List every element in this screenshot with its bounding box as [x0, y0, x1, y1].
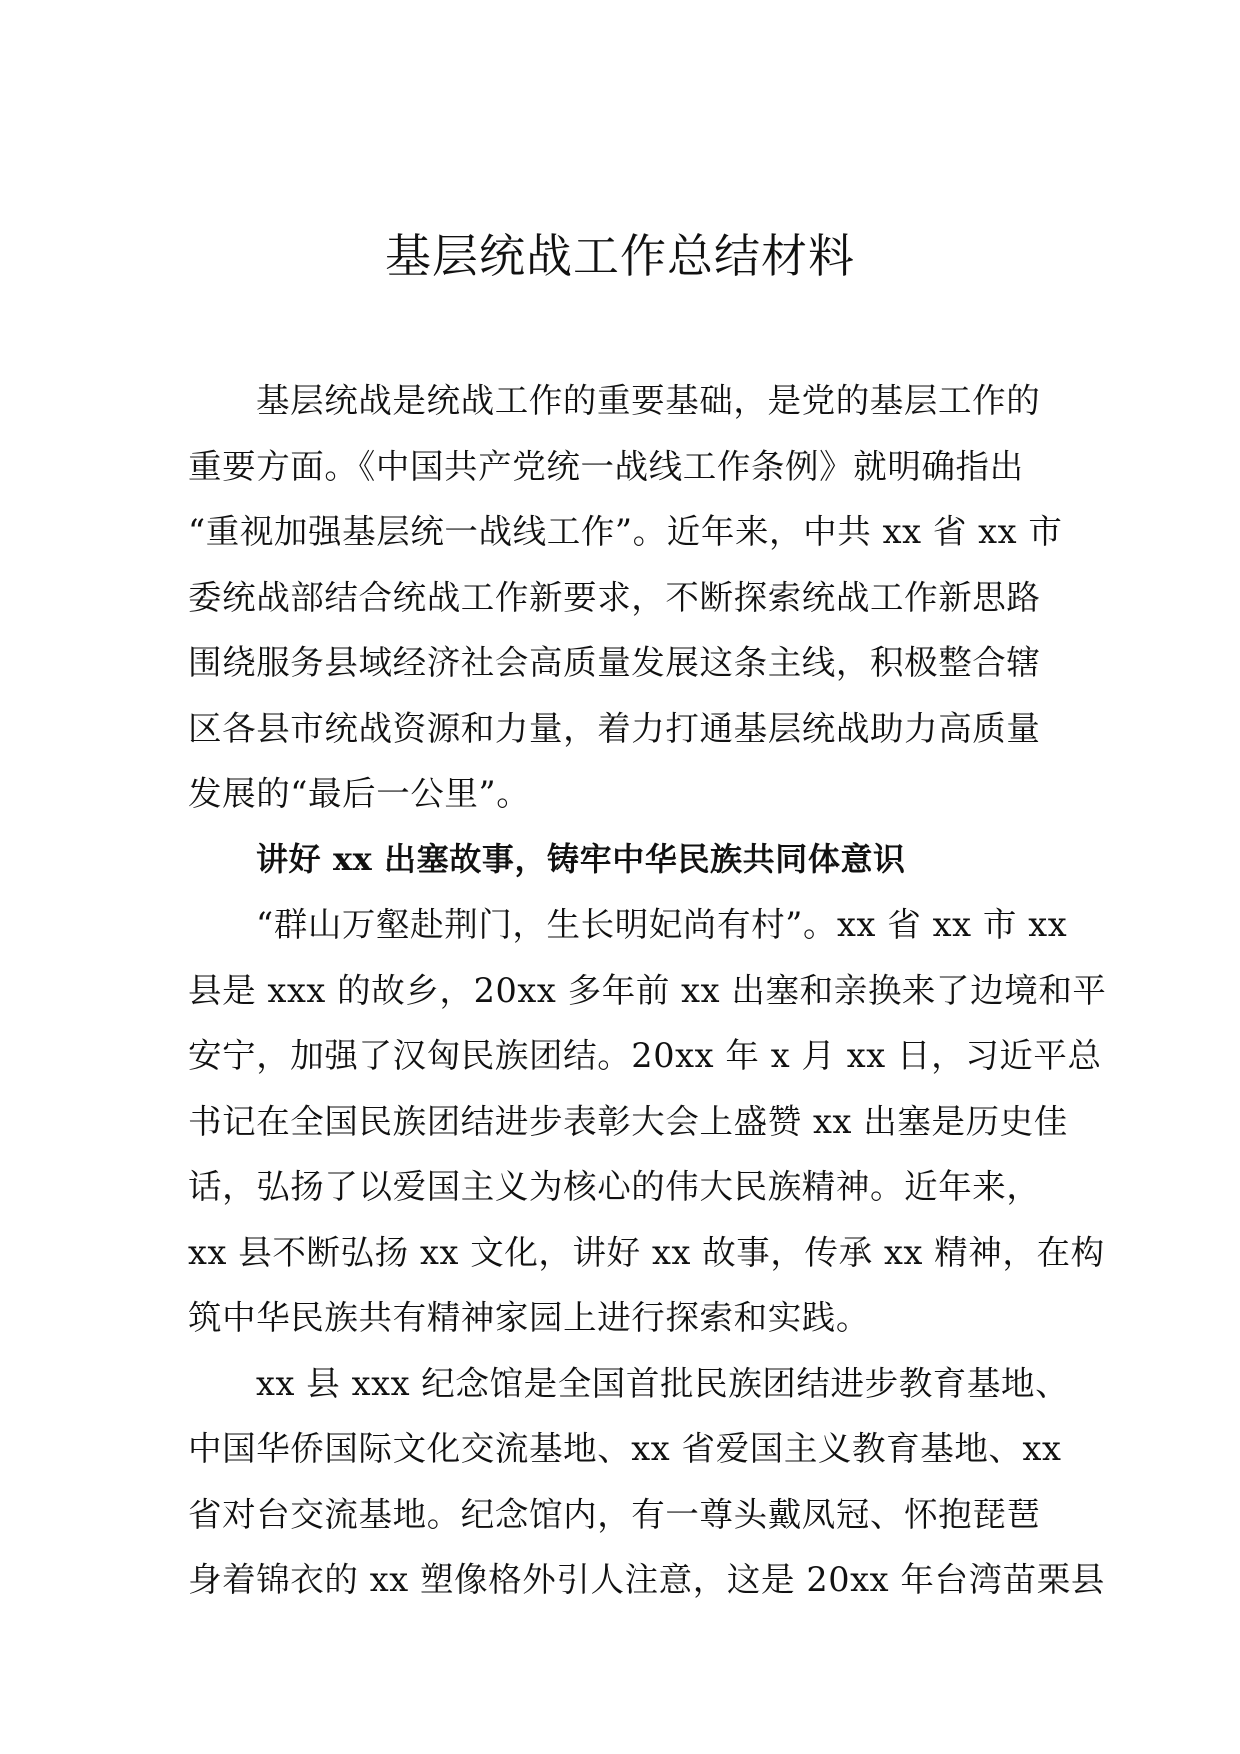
paragraph-line: 县是 xxx 的故乡，20xx 多年前 xx 出塞和亲换来了边境和平 — [188, 970, 1107, 1010]
paragraph-line: 委统战部结合统战工作新要求，不断探索统战工作新思路 — [188, 577, 1041, 617]
section-heading: 讲好 xx 出塞故事，铸牢中华民族共同体意识 — [256, 839, 906, 878]
paragraph-line: 省对台交流基地。纪念馆内，有一尊头戴凤冠、怀抱琵琶 — [188, 1494, 1041, 1534]
paragraph-line: xx 县不断弘扬 xx 文化，讲好 xx 故事，传承 xx 精神，在构 — [188, 1232, 1105, 1272]
document-title: 基层统战工作总结材料 — [385, 229, 855, 283]
paragraph-line: 书记在全国民族团结进步表彰大会上盛赞 xx 出塞是历史佳 — [188, 1101, 1068, 1141]
paragraph-line: xx 县 xxx 纪念馆是全国首批民族团结进步教育基地、 — [256, 1363, 1070, 1403]
paragraph-line: 重要方面。《中国共产党统一战线工作条例》就明确指出 — [188, 446, 1024, 486]
document-body — [188, 368, 1107, 1613]
paragraph-line: 身着锦衣的 xx 塑像格外引人注意，这是 20xx 年台湾苗栗县 — [188, 1560, 1105, 1599]
paragraph-line: 区各县市统战资源和力量，着力打通基层统战助力高质量 — [188, 708, 1041, 748]
paragraph-line: 基层统战是统战工作的重要基础，是党的基层工作的 — [256, 381, 1041, 420]
paragraph-line: 围绕服务县域经济社会高质量发展这条主线，积极整合辖 — [188, 643, 1041, 682]
paragraph-line: “群山万壑赴荆门，生长明妃尚有村”。xx 省 xx 市 xx — [256, 905, 1068, 944]
paragraph-line: “重视加强基层统一战线工作”。近年来，中共 xx 省 xx 市 — [188, 512, 1063, 551]
paragraph-line: 话，弘扬了以爱国主义为核心的伟大民族精神。近年来， — [188, 1167, 1041, 1206]
paragraph-line: 筑中华民族共有精神家园上进行探索和实践。 — [188, 1298, 870, 1337]
paragraph-line: 安宁，加强了汉匈民族团结。20xx 年 x 月 xx 日，习近平总 — [188, 1036, 1102, 1075]
paragraph-line: 发展的“最后一公里”。 — [188, 774, 531, 813]
paragraph-line: 中国华侨国际文化交流基地、xx 省爱国主义教育基地、xx — [188, 1429, 1062, 1468]
